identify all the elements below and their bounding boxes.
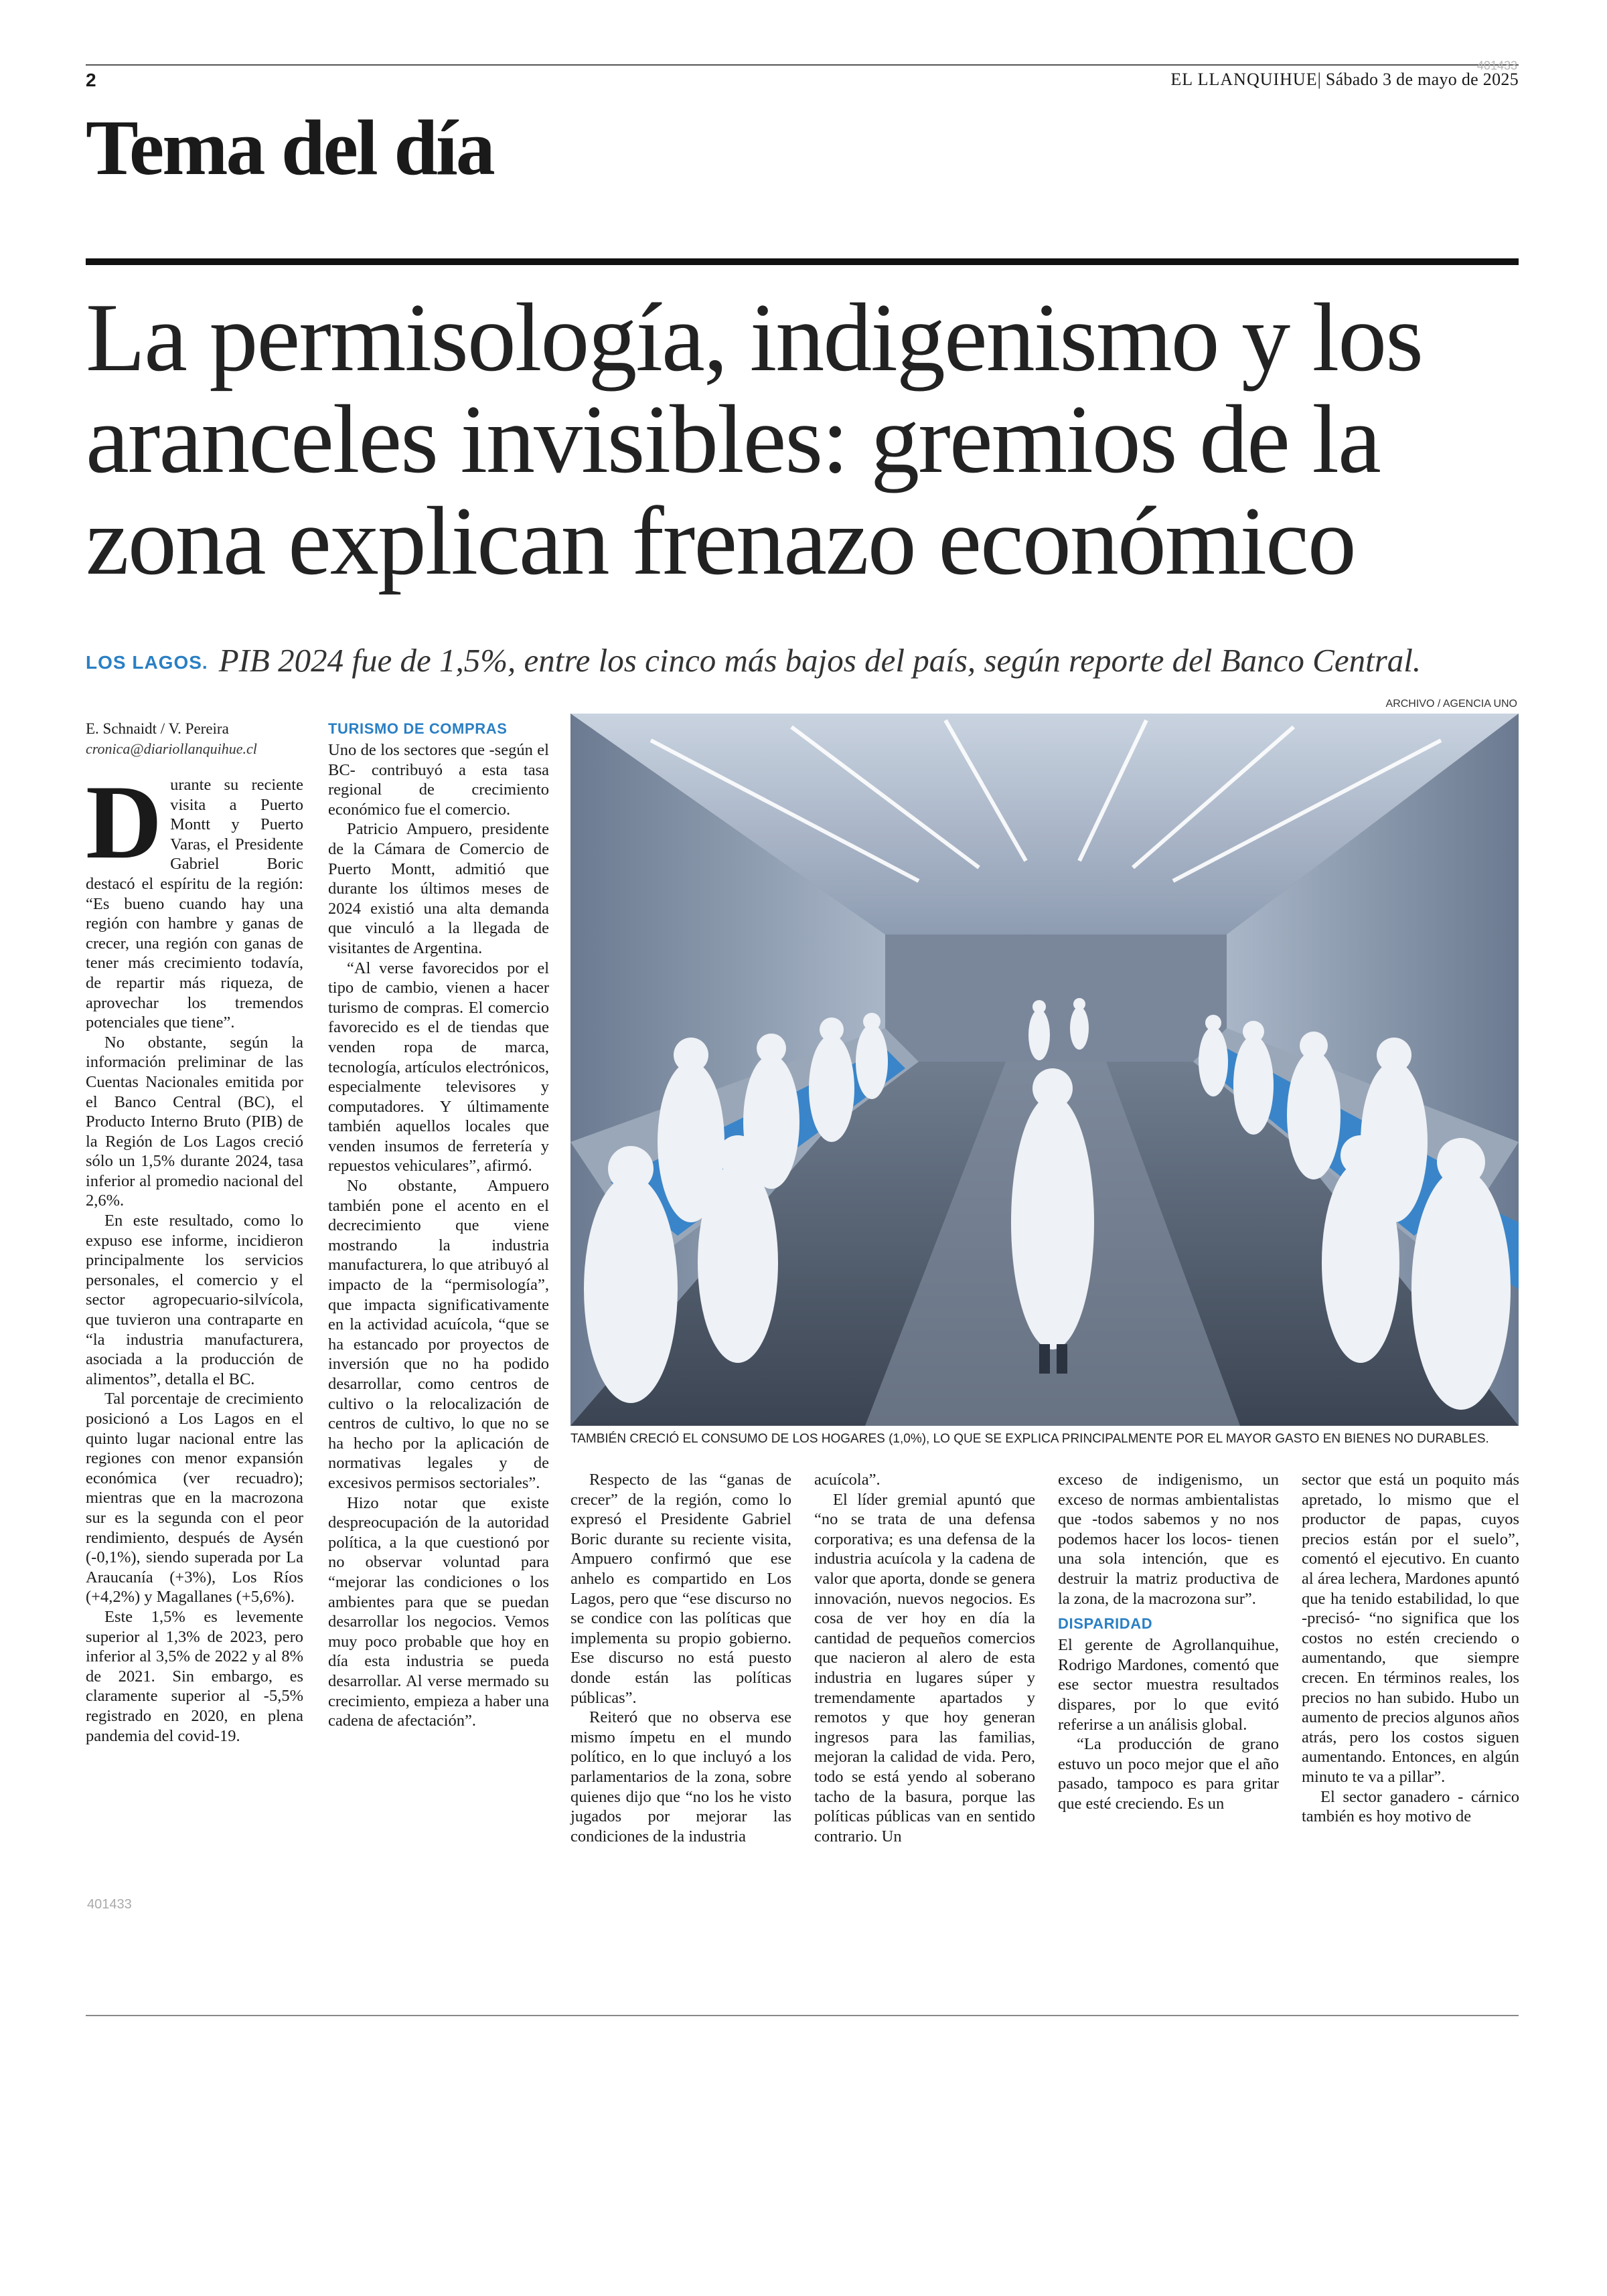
article-column-3 bbox=[570, 1470, 791, 1846]
issue-date: Sábado 3 de mayo de 2025 bbox=[1325, 70, 1519, 89]
drop-cap: D bbox=[86, 764, 163, 881]
paragraph: No obstante, Ampuero también pone el acento en el decrecimiento que viene mostrando la industria manufacturera, lo que atribuyó al impacto de la “permisología”, que impacta significativamente en la actividad acuícola, “que se ha estancado por proyectos de inversión que no ha podido desarrollar, como centros de cultivo o la relocalización de centros de cultivo, lo que no se ha hecho por la aplicación de normativas legales y de excesivos permisos sectoriales”. bbox=[328, 1177, 549, 1492]
paragraph: Este 1,5% es levemente superior al 1,3% de 2023, pero inferior al 3,5% de 2022 y al 8% de 2021. Sin embargo, es claramente superior al -5,5% registrado en 2020, en plena pandemia del covid-19. bbox=[86, 1607, 303, 1745]
paragraph: El sector ganadero - cárnico también es hoy motivo de bbox=[1302, 1787, 1519, 1826]
paragraph: Patricio Ampuero, presidente de la Cámara de Comercio de Puerto Montt, admitió que durante los últimos meses de 2024 existió una alta demanda que vinculó a la llegada de visitantes de Argentina. bbox=[328, 820, 549, 957]
masthead bbox=[1170, 70, 1519, 90]
paragraph bbox=[86, 764, 303, 1033]
bottom-rule bbox=[86, 2015, 1519, 2016]
photo-credit: ARCHIVO / AGENCIA UNO bbox=[1385, 698, 1517, 710]
paragraph: El líder gremial apuntó que “no se trata de una defensa corporativa; es una defensa de la industria acuícola y la cadena de valor que aporta, donde se genera innovación, nuevos negocios. Es cosa de ver hoy en día la cantidad de pequeños comercios que nacieron al alero de esta industria en lugares súper y tremendamente apartados y remotos y que hoy generan ingresos para las familias, mejoran la calidad de vida. Pero, todo se está yendo al soberano tacho de la basura, porque las políticas públicas van en sentido contrario. Un bbox=[814, 1490, 1035, 1846]
paragraph: Respecto de las “ganas de crecer” de la región, como lo expresó el Presidente Gabriel Boric durante su reciente visita, Ampuero confirmó que ese anhelo es compartido en Los Lagos, pero que “ese discurso no se condice con las políticas que implementa su propio gobierno. Ese discurso no está puesto donde están las políticas públicas”. bbox=[570, 1471, 791, 1707]
paragraph: El gerente de Agrollanquihue, Rodrigo Mardones, comentó que ese sector muestra resultados dispares, por lo que evitó referirse a un análisis global. bbox=[1058, 1636, 1279, 1734]
paragraph: “La producción de grano estuvo un poco mejor que el año pasado, tampoco es para gritar que esté creciendo. Es un bbox=[1058, 1735, 1279, 1813]
paragraph: Hizo notar que existe despreocupación de la autoridad política, a la que cuestionó por no observar voluntad para “mejorar las condiciones o los ambientes para que se puedan desarrollar los negocios. Vemos muy poco probable que hoy en día esta industria se pueda desarrollar. Al verse mermado su crecimiento, empieza a haber una cadena de afectación”. bbox=[328, 1493, 549, 1730]
paragraph: “Al verse favorecidos por el tipo de cambio, vienen a hacer turismo de compras. El comercio favorecido es el de tiendas que venden ropa de marca, tecnología, artículos electrónicos, especialmente televisores y computadores. Y últimamente también aquellos locales que venden insumos de ferretería y repuestos vehiculares”, afirmó. bbox=[328, 959, 549, 1175]
article-column-4 bbox=[814, 1470, 1035, 1846]
article-column-6 bbox=[1302, 1470, 1519, 1827]
paragraph: Uno de los sectores que -según el BC- contribuyó a esta tasa regional de crecimiento económico fue el comercio. bbox=[328, 741, 549, 819]
subhead-turismo: TURISMO DE COMPRAS bbox=[328, 720, 508, 737]
photo-caption: TAMBIÉN CRECIÓ EL CONSUMO DE LOS HOGARES (1,0%), LO QUE SE EXPLICA PRINCIPALMENTE POR EL MAYOR GASTO EN BIENES NO DURABLES. bbox=[570, 1432, 1489, 1446]
section-rule bbox=[86, 258, 1519, 265]
top-rule bbox=[86, 64, 1519, 66]
page-number: 2 bbox=[86, 70, 96, 90]
kicker-place: LOS LAGOS. bbox=[86, 652, 208, 673]
kicker-text: PIB 2024 fue de 1,5%, entre los cinco más bajos del país, según reporte del Banco Central. bbox=[218, 642, 1422, 679]
section-title: Tema del día bbox=[86, 104, 493, 191]
kicker bbox=[86, 641, 1421, 679]
factory-photo bbox=[570, 714, 1519, 1426]
masthead-separator: | bbox=[1317, 70, 1326, 89]
paragraph: Tal porcentaje de crecimiento posicionó a Los Lagos en el quinto lugar nacional entre las regiones con menor expansión económica (ver recuadro); mientras que en la macrozona sur es la segunda con el peor rendimiento, después de Aysén (-0,1%), siendo superada por La Araucanía (+3%), Los Ríos (+4,2%) y Magallanes (+5,6%). bbox=[86, 1390, 303, 1607]
article-column-2 bbox=[328, 720, 549, 1731]
subhead-disparidad: DISPARIDAD bbox=[1058, 1615, 1153, 1633]
clip-id-top: 401433 bbox=[1476, 59, 1517, 72]
paragraph: En este resultado, como lo expuso ese informe, incidieron principalmente los servicios personales, el comercio y el sector agropecuario-silvícola, que tuvieron una contraparte en “la industria manufacturera, asociada a la producción de alimentos”, detalla el BC. bbox=[86, 1212, 303, 1388]
article-column-1 bbox=[86, 764, 303, 1746]
article-column-5 bbox=[1058, 1470, 1279, 1814]
byline-email: cronica@diariollanquihue.cl bbox=[86, 740, 257, 757]
headline: La permisología, indigenismo y los aranceles invisibles: gremios de la zona explican frenazo económico bbox=[86, 283, 1423, 595]
clip-id-bottom: 401433 bbox=[87, 1897, 132, 1912]
paragraph: sector que está un poquito más apretado, lo mismo que el productor de papas, cuyos precios están por el suelo”, comentó el ejecutivo. En cuanto al área lechera, Mardones apuntó que ha tenido estabilidad, lo que -precisó- “no significa que los costos no estén creciendo o aumentando, que siempre crecen. En términos reales, los precios no han subido. Hubo un aumento de precios algunos años atrás, pero los costos siguen aumentando. Entonces, en algún minuto te va a pillar”. bbox=[1302, 1471, 1519, 1786]
factory-photo-illustration bbox=[570, 714, 1519, 1426]
paragraph: acuícola”. bbox=[814, 1471, 881, 1489]
byline-authors: E. Schnaidt / V. Pereira bbox=[86, 720, 229, 737]
paragraph: exceso de indigenismo, un exceso de normas ambientalistas que -todos sabemos y no nos podemos hacer los locos- tienen una sola intención, que es destruir la matriz productiva de la zona, de la macrozona sur”. bbox=[1058, 1471, 1279, 1608]
paragraph-text: urante su reciente visita a Puerto Montt y Puerto Varas, el Presidente Gabriel Boric destacó el espíritu de la región: “Es bueno cuando hay una región con hambre y ganas de crecer, una región con ganas de tener más crecimiento todavía, de repartir más riqueza, de aprovechar los tremendos potenciales que tiene”. bbox=[86, 776, 303, 1032]
paragraph: Reiteró que no observa ese mismo ímpetu en el mundo político, en lo que incluyó a los parlamentarios de la zona, sobre quienes dijo que “no los he visto jugados por mejorar las condiciones de la industria bbox=[570, 1708, 791, 1846]
paragraph: No obstante, según la información preliminar de las Cuentas Nacionales emitida por el Banco Central (BC), el Producto Interno Bruto (PIB) de la Región de Los Lagos creció sólo un 1,5% durante 2024, tasa inferior al promedio nacional del 2,6%. bbox=[86, 1033, 303, 1210]
newspaper-name: EL LLANQUIHUE bbox=[1170, 70, 1318, 89]
